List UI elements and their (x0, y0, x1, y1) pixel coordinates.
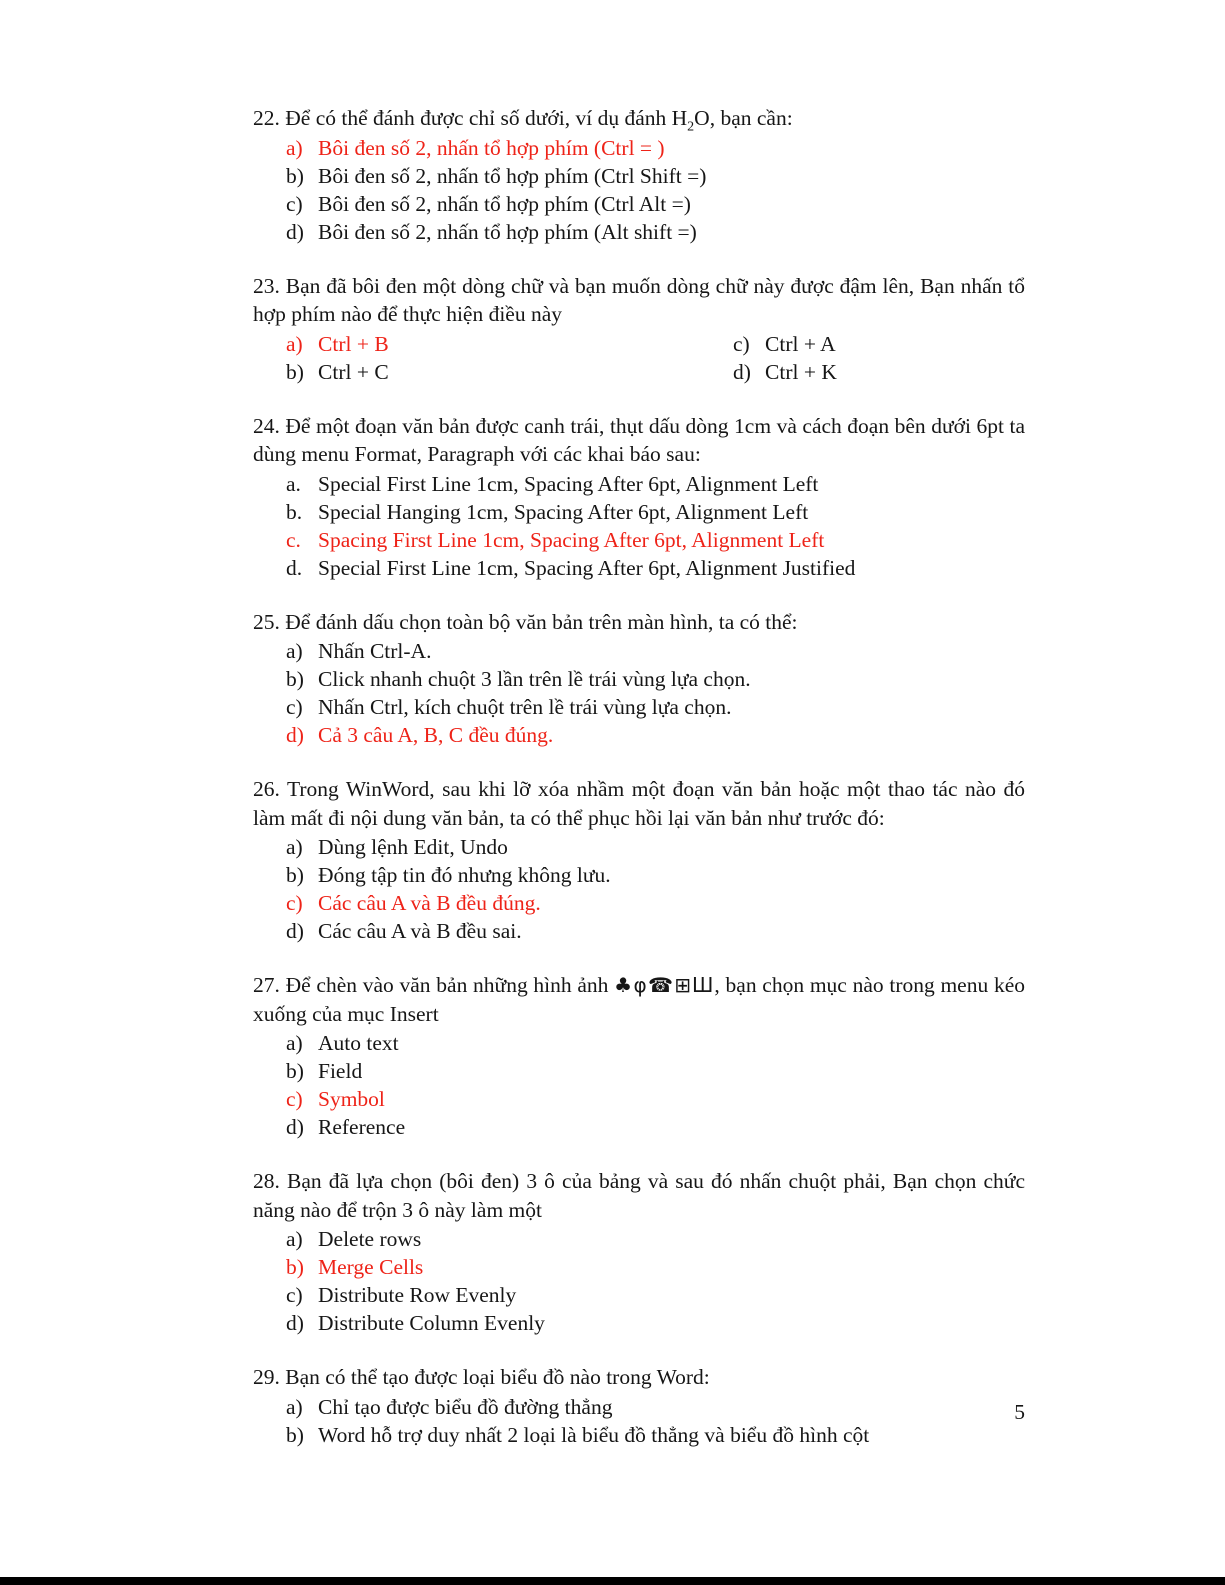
option-text: Ctrl + K (765, 359, 837, 384)
option-text: Field (318, 1059, 363, 1083)
option-28-b (253, 1253, 1025, 1281)
option-25-a (253, 637, 1025, 665)
option-label: d) (286, 1115, 304, 1139)
option-text: Auto text (318, 1031, 399, 1055)
option-label: d) (733, 359, 751, 384)
option-label: a) (286, 331, 303, 356)
option-26-b (253, 861, 1025, 889)
scan-edge-bar (0, 1577, 1225, 1585)
options (253, 637, 1025, 749)
option-label: a) (286, 1031, 303, 1055)
option-text: Cả 3 câu A, B, C đều đúng. (318, 723, 554, 747)
option-23-c (700, 330, 1025, 358)
option-text: Các câu A và B đều sai. (318, 919, 522, 943)
options (253, 1225, 1025, 1337)
option-text: Ctrl + C (318, 359, 389, 384)
option-text: Ctrl + B (318, 331, 389, 356)
option-label: b) (286, 1422, 304, 1447)
option-label: b) (286, 163, 304, 188)
option-label: a) (286, 835, 303, 859)
options (253, 833, 1025, 945)
option-text: Special Hanging 1cm, Spacing After 6pt, Alignment Left (318, 499, 809, 524)
options (253, 470, 1025, 582)
option-label: b) (286, 863, 304, 887)
option-text: Nhấn Ctrl, kích chuột trên lề trái vùng lựa chọn. (318, 695, 732, 719)
option-label: d) (286, 723, 304, 747)
option-label: c. (286, 527, 301, 552)
option-text: Distribute Row Evenly (318, 1283, 517, 1307)
option-text: Reference (318, 1115, 406, 1139)
option-28-c (253, 1281, 1025, 1309)
option-label: b) (286, 359, 304, 384)
option-label: c) (733, 331, 750, 356)
option-label: b) (286, 667, 304, 691)
option-text: Merge Cells (318, 1255, 424, 1279)
option-text: Click nhanh chuột 3 lần trên lề trái vùng lựa chọn. (318, 667, 751, 691)
symbol-glyphs: ♣φ☎⊞Ш (614, 973, 715, 997)
option-label: d. (286, 555, 303, 580)
option-label: b) (286, 1255, 304, 1279)
option-text: Bôi đen số 2, nhấn tổ hợp phím (Ctrl Shift =) (318, 163, 707, 188)
option-text: Special First Line 1cm, Spacing After 6pt, Alignment Left (318, 471, 819, 496)
option-28-d (253, 1309, 1025, 1337)
option-label: c) (286, 191, 303, 216)
option-25-d (253, 721, 1025, 749)
option-24-a (253, 470, 1025, 498)
question-25 (253, 608, 1025, 750)
option-label: c) (286, 695, 303, 719)
option-22-a (253, 134, 1025, 162)
question-28 (253, 1167, 1025, 1337)
question-prompt: 28. Bạn đã lựa chọn (bôi đen) 3 ô của bảng và sau đó nhấn chuột phải, Bạn chọn chức năng nào để trộn 3 ô này làm một (253, 1169, 1025, 1222)
question-26 (253, 775, 1025, 945)
page-number: 5 (1014, 1400, 1025, 1424)
option-label: a) (286, 639, 303, 663)
option-23-d (700, 358, 1025, 386)
option-text: Các câu A và B đều đúng. (318, 891, 541, 915)
option-26-d (253, 917, 1025, 945)
subscript-text: 2 (687, 119, 695, 135)
option-28-a (253, 1225, 1025, 1253)
option-label: c) (286, 1087, 303, 1111)
option-label: a. (286, 471, 301, 496)
option-text: Special First Line 1cm, Spacing After 6pt, Alignment Justified (318, 555, 856, 580)
question-prompt: 25. Để đánh dấu chọn toàn bộ văn bản trên màn hình, ta có thể: (253, 609, 798, 634)
option-text: Bôi đen số 2, nhấn tổ hợp phím (Ctrl Alt =) (318, 191, 691, 216)
question-prompt: 24. Để một đoạn văn bản được canh trái, thụt dấu dòng 1cm và cách đoạn bên dưới 6pt ta dùng menu Format, Paragraph với các khai báo sau: (253, 413, 1025, 466)
option-text: Word hỗ trợ duy nhất 2 loại là biểu đồ thẳng và biểu đồ hình cột (318, 1422, 870, 1447)
question-27 (253, 971, 1025, 1141)
options (253, 330, 1025, 386)
option-text: Bôi đen số 2, nhấn tổ hợp phím (Alt shift =) (318, 219, 697, 244)
option-22-d (253, 218, 1025, 246)
question-24 (253, 412, 1025, 582)
option-text: Ctrl + A (765, 331, 836, 356)
option-25-c (253, 693, 1025, 721)
option-26-c (253, 889, 1025, 917)
option-label: d) (286, 919, 304, 943)
option-text: Delete rows (318, 1227, 422, 1251)
option-24-b (253, 498, 1025, 526)
question-23 (253, 272, 1025, 386)
option-text: Chỉ tạo được biểu đồ đường thẳng (318, 1394, 613, 1419)
question-prompt: 22. Để có thể đánh được chỉ số dưới, ví dụ đánh $H_2O$, bạn cần: (253, 106, 793, 135)
option-label: b. (286, 499, 303, 524)
option-27-a (253, 1029, 1025, 1057)
option-label: b) (286, 1059, 304, 1083)
option-text: Nhấn Ctrl-A. (318, 639, 432, 663)
question-list (253, 104, 1025, 1475)
option-27-c (253, 1085, 1025, 1113)
options (253, 1029, 1025, 1141)
option-text: Symbol (318, 1087, 385, 1111)
question-prompt: 27. Để chèn vào văn bản những hình ảnh ♣φ☎⊞Ш, bạn chọn mục nào trong menu kéo xuống của mục Insert (253, 973, 1026, 1026)
option-22-b (253, 162, 1025, 190)
options (253, 134, 1025, 246)
option-label: a) (286, 1394, 303, 1419)
option-label: d) (286, 219, 304, 244)
option-25-b (253, 665, 1025, 693)
question-prompt: 26. Trong WinWord, sau khi lỡ xóa nhầm một đoạn văn bản hoặc một thao tác nào đó làm mất đi nội dung văn bản, ta có thể phục hồi lại văn bản như trước đó: (253, 777, 1025, 830)
option-22-c (253, 190, 1025, 218)
option-26-a (253, 833, 1025, 861)
option-text: Spacing First Line 1cm, Spacing After 6pt, Alignment Left (318, 527, 825, 552)
option-27-b (253, 1057, 1025, 1085)
question-prompt: 23. Bạn đã bôi đen một dòng chữ và bạn muốn dòng chữ này được đậm lên, Bạn nhấn tổ hợp phím nào để thực hiện điều này (253, 273, 1025, 326)
option-label: a) (286, 1227, 303, 1251)
option-23-b (253, 358, 700, 386)
option-label: d) (286, 1311, 304, 1335)
option-27-d (253, 1113, 1025, 1141)
option-label: a) (286, 135, 303, 160)
option-23-a (253, 330, 700, 358)
option-text: Distribute Column Evenly (318, 1311, 545, 1335)
option-24-c (253, 526, 1025, 554)
question-prompt: 29. Bạn có thể tạo được loại biểu đồ nào trong Word: (253, 1365, 710, 1389)
option-label: c) (286, 891, 303, 915)
option-text: Đóng tập tin đó nhưng không lưu. (318, 863, 611, 887)
question-22 (253, 104, 1025, 246)
option-label: c) (286, 1283, 303, 1307)
option-24-d (253, 554, 1025, 582)
option-text: Bôi đen số 2, nhấn tổ hợp phím (Ctrl = ) (318, 135, 665, 160)
option-text: Dùng lệnh Edit, Undo (318, 835, 508, 859)
